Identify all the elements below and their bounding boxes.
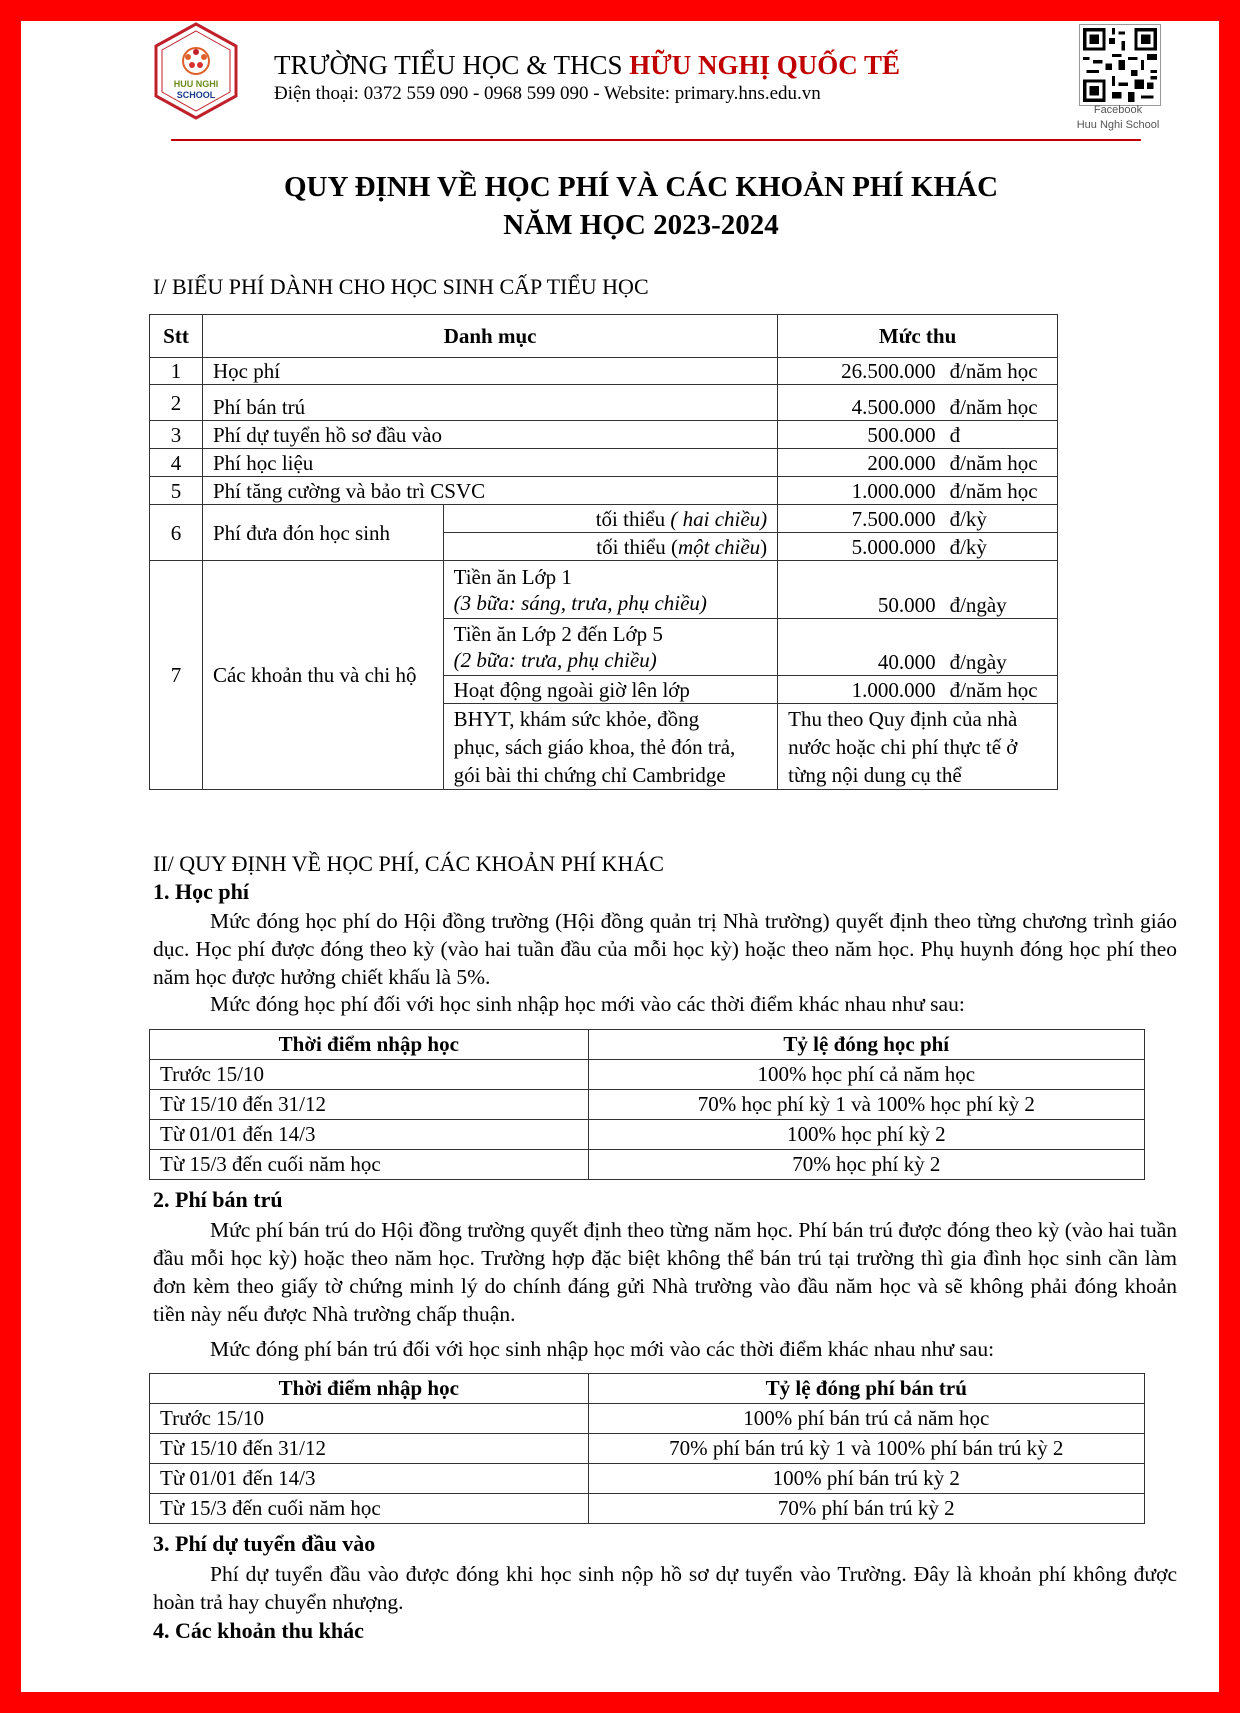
sub-item-line: BHYT, khám sức khỏe, đồng [453,706,700,731]
subsection-title: 2. Phí bán trú [153,1187,283,1212]
paragraph: Mức đóng học phí do Hội đồng trường (Hội đồng quản trị Nhà trường) quyết định theo từng chương trình giáo dục. Học phí được đóng theo kỳ (vào hai tuần đầu của mỗi học kỳ) hoặc theo năm học. Phụ huynh đóng học phí theo năm học được hưởng chiết khấu là 5%. [153,909,1177,989]
section-1-heading: I/ BIỂU PHÍ DÀNH CHO HỌC SINH CẤP TIỂU HỌC [153,274,649,299]
school-name-prefix: TRƯỜNG TIỂU HỌC & THCS [274,50,623,80]
stt-cell: 5 [150,477,203,505]
sub-item-line: Tiền ăn Lớp 2 đến Lớp 5 [453,622,663,646]
unit-cell: đ/năm học [948,676,1058,704]
sub-item-cell [443,561,778,619]
time-cell: Trước 15/10 [150,1060,589,1090]
sub-item-cell: Hoạt động ngoài giờ lên lớp [443,676,778,704]
paragraph: Mức đóng học phí đối với học sinh nhập học mới vào các thời điểm khác nhau như sau: [210,992,965,1016]
school-contact: Điện thoại: 0372 559 090 - 0968 599 090 - Website: primary.hns.edu.vn [274,83,821,104]
fee-table [149,314,1058,790]
sub-item-note: (3 bữa: sáng, trưa, phụ chiều) [453,590,707,615]
amount-cell: 200.000 [778,449,948,477]
col-header: Tỷ lệ đóng phí bán trú [588,1374,1144,1404]
sub-item-line: phục, sách giáo khoa, thẻ đón trả, [453,734,736,759]
time-cell: Từ 15/3 đến cuối năm học [150,1150,589,1180]
sub-item-cell [443,619,778,676]
rate-cell: 70% phí bán trú kỳ 2 [588,1494,1144,1524]
table-row [150,358,1058,385]
section-2-heading: II/ QUY ĐỊNH VỀ HỌC PHÍ, CÁC KHOẢN PHÍ KHÁC [153,851,664,876]
sub-item-suffix: ) [760,534,768,559]
document-subtitle: NĂM HỌC 2023-2024 [503,209,779,241]
rate-cell: 100% phí bán trú cả năm học [588,1404,1144,1434]
col-header: Thời điểm nhập học [150,1374,589,1404]
qr-label-line: Huu Nghi School [1076,119,1160,131]
table-row [150,477,1058,505]
amount-cell: 1.000.000 [778,676,948,704]
sub-item-line: Tiền ăn Lớp 1 [453,564,572,589]
table-row [150,385,1058,421]
sub-item-cell [443,533,778,561]
stt-cell: 3 [150,421,203,449]
table-row [150,1120,1145,1150]
amount-cell: 500.000 [778,421,948,449]
col-header: Stt [150,315,203,358]
table-header-row [150,1374,1145,1404]
stt-cell: 6 [150,505,203,561]
amount-cell: 4.500.000 [778,385,948,421]
time-cell: Từ 01/01 đến 14/3 [150,1464,589,1494]
time-cell: Từ 15/3 đến cuối năm học [150,1494,589,1524]
unit-cell: đ/ngày [948,619,1058,676]
table-row [150,1434,1145,1464]
col-header: Tỷ lệ đóng học phí [588,1030,1144,1060]
amount-cell: 40.000 [778,619,948,676]
school-logo [152,21,240,121]
school-name-highlight: HỮU NGHỊ QUỐC TẾ [629,50,900,80]
rate-cell: 70% học phí kỳ 1 và 100% học phí kỳ 2 [588,1090,1144,1120]
table-row [150,1404,1145,1434]
amount-cell: 50.000 [778,561,948,619]
qr-code-icon [1079,24,1161,106]
table-row [150,1060,1145,1090]
svg-text:SCHOOL: SCHOOL [176,90,216,100]
unit-cell: đ/ngày [948,561,1058,619]
sub-item-note: ( hai chiều) [670,506,768,531]
sub-item-note: một chiều [677,534,761,559]
qr-label-line: Facebook [1093,104,1143,116]
time-cell: Trước 15/10 [150,1404,589,1434]
table-row [150,561,1058,619]
time-cell: Từ 15/10 đến 31/12 [150,1090,589,1120]
unit-cell: đ/năm học [948,449,1058,477]
rate-cell: 100% phí bán trú kỳ 2 [588,1464,1144,1494]
document-page [21,21,1219,1692]
col-header: Mức thu [778,315,1058,358]
item-cell: Phí đưa đón học sinh [202,505,443,561]
table-row [150,1494,1145,1524]
item-cell: Các khoản thu và chi hộ [202,561,443,790]
stt-cell: 4 [150,449,203,477]
svg-text:HUU NGHI: HUU NGHI [173,79,219,89]
tuition-rate-table [149,1029,1145,1180]
rate-cell: 100% học phí kỳ 2 [588,1120,1144,1150]
item-cell: Phí học liệu [202,449,777,477]
amount-cell: 1.000.000 [778,477,948,505]
table-row [150,1464,1145,1494]
table-row [150,1090,1145,1120]
header-divider [171,139,1141,141]
rate-cell: 70% học phí kỳ 2 [588,1150,1144,1180]
paragraph: Phí dự tuyển đầu vào được đóng khi học sinh nộp hồ sơ dự tuyển vào Trường. Đây là khoản phí không được hoàn trả hay chuyển nhượng. [153,1562,1177,1614]
rate-cell: 70% phí bán trú kỳ 1 và 100% phí bán trú kỳ 2 [588,1434,1144,1464]
fee-note-cell [778,704,1058,790]
unit-cell: đ/năm học [948,385,1058,421]
stt-cell: 7 [150,561,203,790]
time-cell: Từ 01/01 đến 14/3 [150,1120,589,1150]
sub-item-line: gói bài thi chứng chỉ Cambridge [453,762,726,787]
paragraph: Mức đóng phí bán trú đối với học sinh nhập học mới vào các thời điểm khác nhau như sau: [210,1337,995,1361]
sub-item-note: (2 bữa: trưa, phụ chiều) [453,648,657,672]
sub-item-prefix: tối thiểu [595,506,666,531]
stt-cell: 2 [150,385,203,421]
subsection-title: 1. Học phí [153,879,249,904]
qr-label [1055,103,1181,133]
table-row [150,421,1058,449]
item-cell: Phí dự tuyển hồ sơ đầu vào [202,421,777,449]
unit-cell: đ/kỳ [948,505,1058,533]
item-cell: Phí bán trú [202,385,777,421]
document-title: QUY ĐỊNH VỀ HỌC PHÍ VÀ CÁC KHOẢN PHÍ KHÁC [283,171,999,203]
fee-note-line: từng nội dung cụ thể [788,762,962,787]
amount-cell: 26.500.000 [778,358,948,385]
sub-item-prefix: tối thiểu ( [596,534,678,559]
rate-cell: 100% học phí cả năm học [588,1060,1144,1090]
table-row [150,449,1058,477]
sub-item-cell [443,704,778,790]
unit-cell: đ/năm học [948,477,1058,505]
fee-table-header [150,315,1058,358]
time-cell: Từ 15/10 đến 31/12 [150,1434,589,1464]
table-row [150,1150,1145,1180]
table-header-row [150,1030,1145,1060]
item-cell: Phí tăng cường và bảo trì CSVC [202,477,777,505]
paragraph: Mức phí bán trú do Hội đồng trường quyết định theo từng năm học. Phí bán trú được đóng theo kỳ (vào hai tuần đầu mỗi học kỳ) hoặc theo năm học. Trường hợp đặc biệt không thể bán trú tại trường thì gia đình học sinh cần làm đơn kèm theo giấy tờ chứng minh lý do chính đáng gửi Nhà trường vào đầu năm học và sẽ không phải đóng khoản tiền này nếu được Nhà trường chấp thuận. [153,1218,1177,1326]
col-header: Thời điểm nhập học [150,1030,589,1060]
unit-cell: đ/kỳ [948,533,1058,561]
sub-item-cell [443,505,778,533]
unit-cell: đ [948,421,1058,449]
subsection-title: 3. Phí dự tuyển đầu vào [153,1531,376,1556]
boarding-rate-table [149,1373,1145,1524]
fee-note-line: nước hoặc chi phí thực tế ở [788,734,1018,759]
subsection-title: 4. Các khoản thu khác [153,1618,364,1643]
stt-cell: 1 [150,358,203,385]
unit-cell: đ/năm học [948,358,1058,385]
col-header: Danh mục [202,315,777,358]
table-row [150,505,1058,533]
item-cell: Học phí [202,358,777,385]
school-name [274,50,900,81]
fee-note-line: Thu theo Quy định của nhà [788,706,1018,731]
amount-cell: 7.500.000 [778,505,948,533]
amount-cell: 5.000.000 [778,533,948,561]
